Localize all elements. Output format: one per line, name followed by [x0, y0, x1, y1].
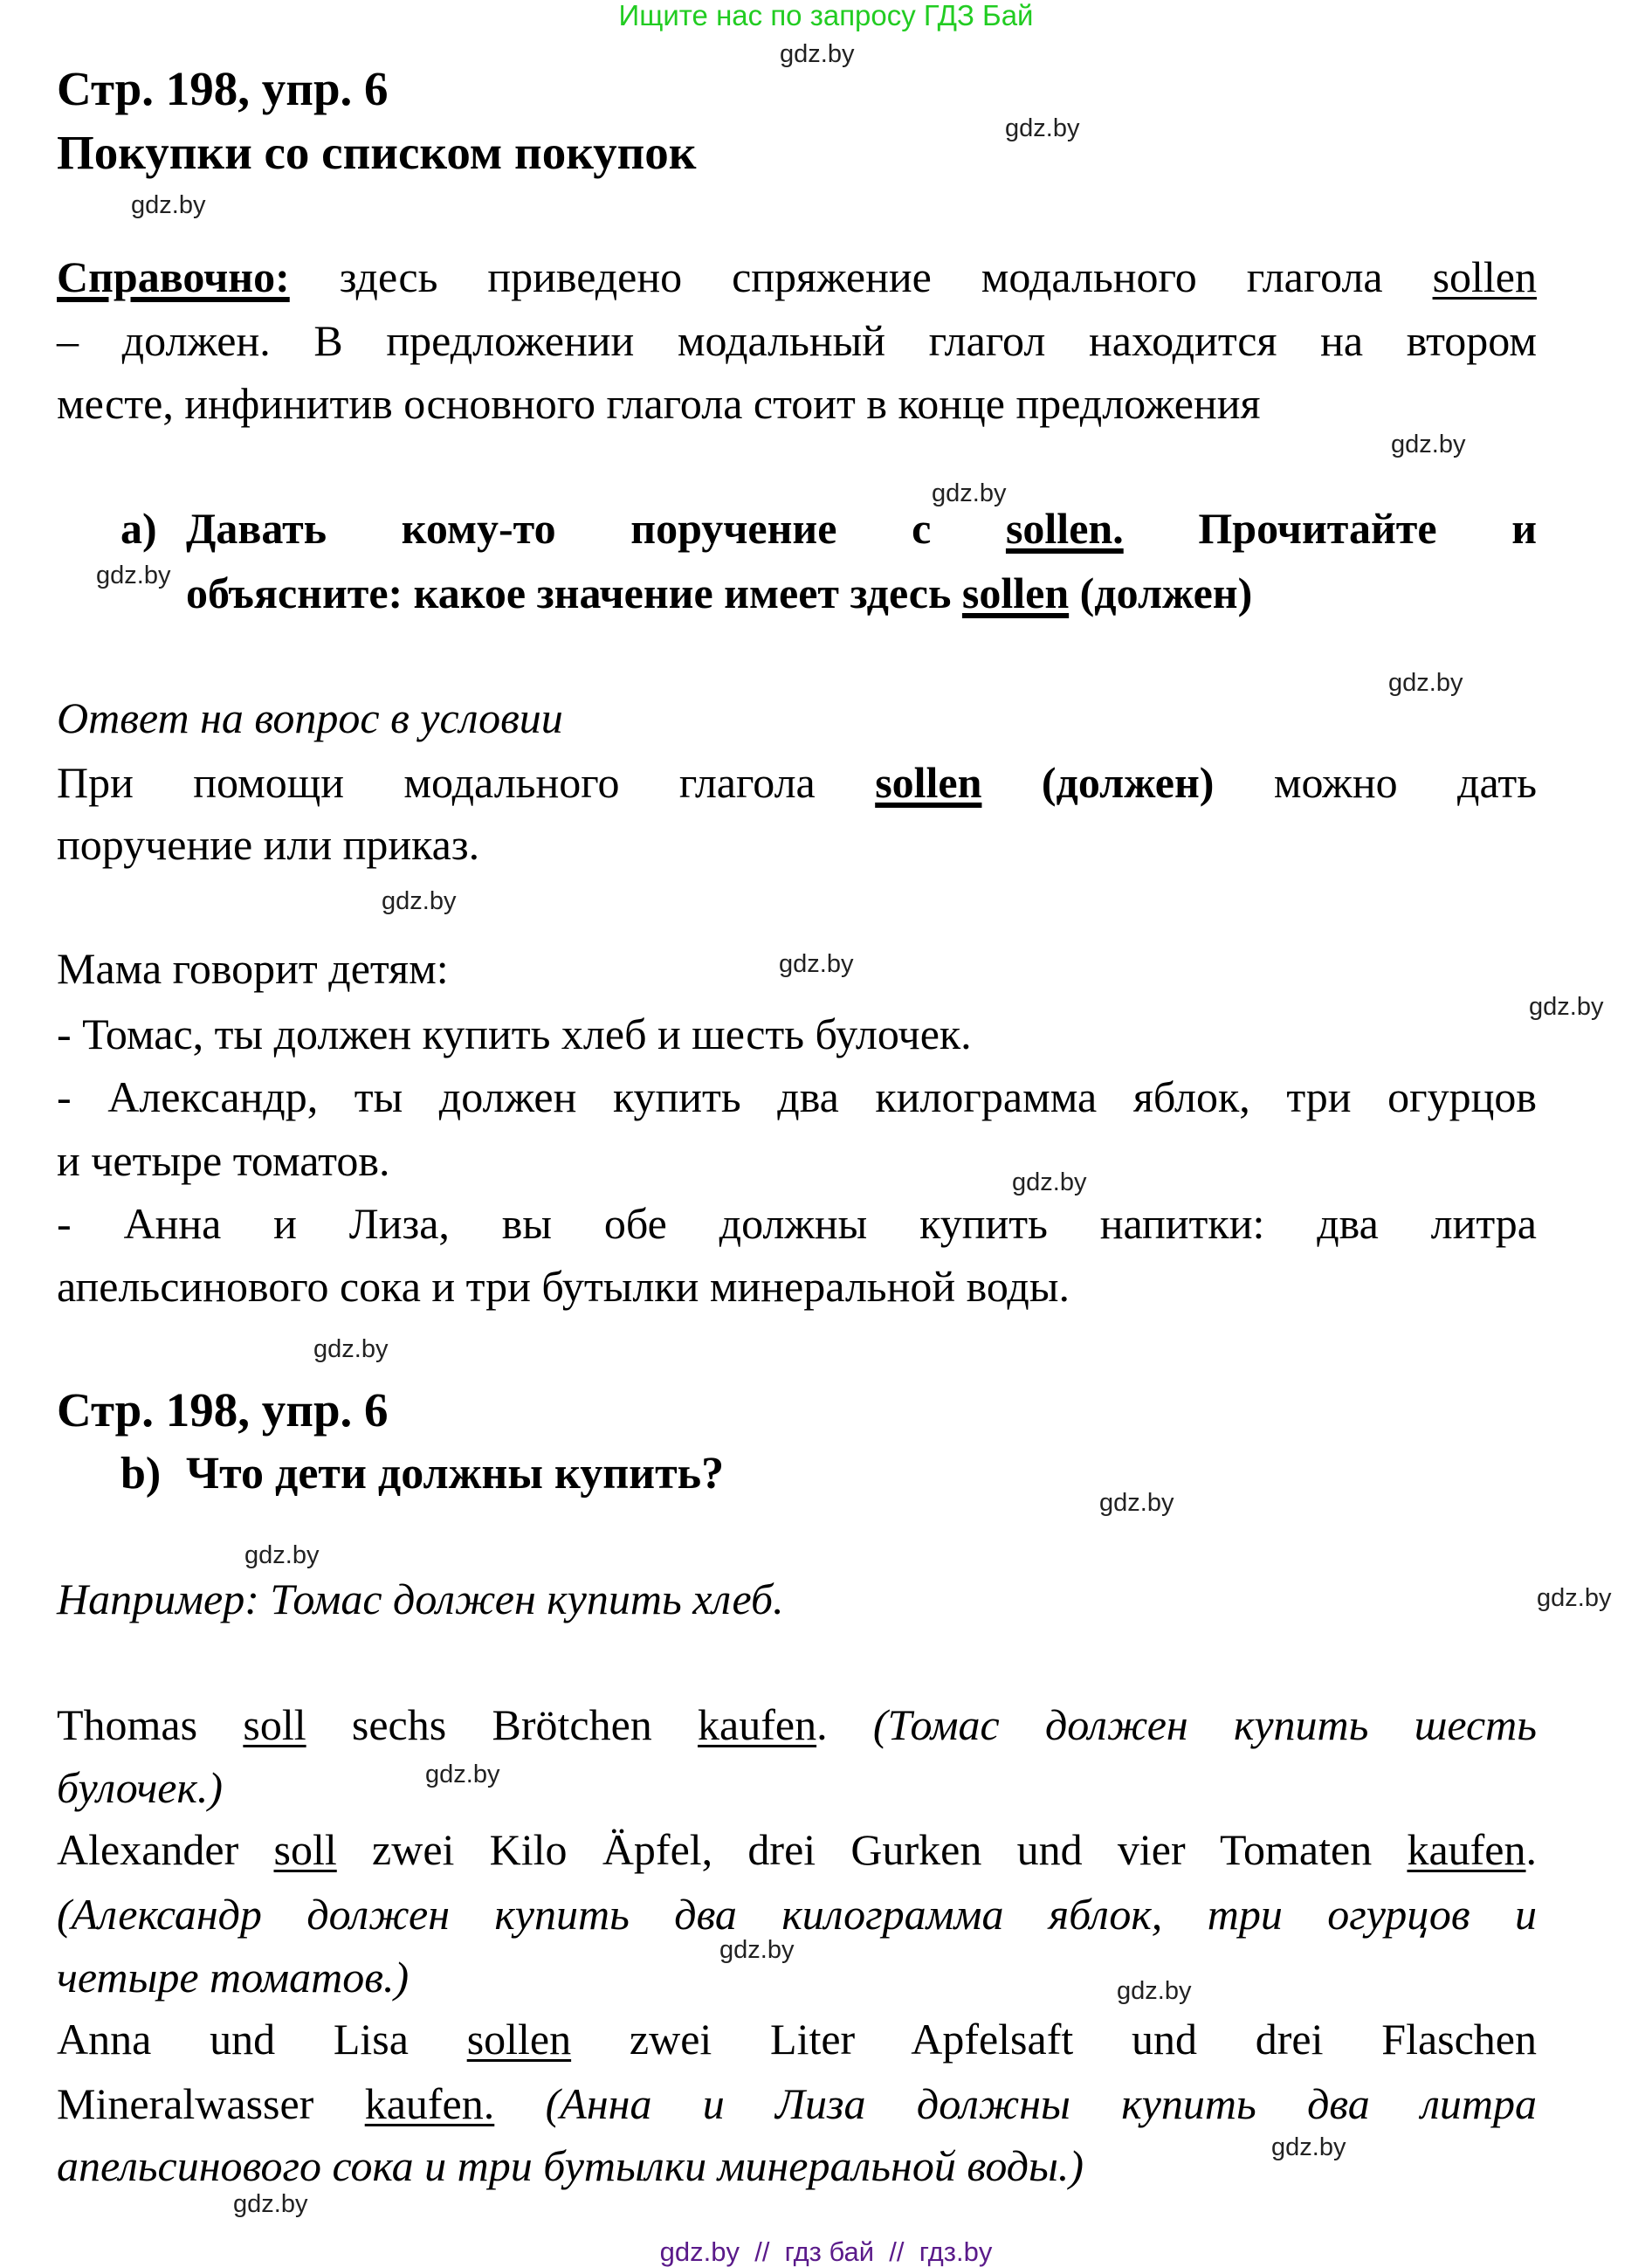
page-subheading: Покупки со списком покупок	[57, 126, 697, 179]
watermark: gdz.by	[932, 479, 1007, 507]
watermark: gdz.by	[382, 887, 457, 915]
sentence-2-translation: (Александр должен купить два килограмма яблок, три огурцов и	[57, 1890, 1537, 1939]
watermark: gdz.by	[244, 1541, 320, 1569]
dialogue-line: апельсинового сока и три бутылки минеральной воды.	[57, 1262, 1070, 1311]
keyword-sollen: sollen	[1432, 252, 1537, 301]
sentence-3: Anna und Lisa sollen zwei Liter Apfelsaft und drei Flaschen	[57, 2015, 1537, 2064]
watermark: gdz.by	[1391, 431, 1466, 458]
sentence-2: Alexander soll zwei Kilo Äpfel, drei Gurken und vier Tomaten kaufen.	[57, 1825, 1538, 1874]
watermark: gdz.by	[1529, 993, 1604, 1021]
task-b-marker: b)	[120, 1449, 162, 1499]
answer-line-2: поручение или приказ.	[57, 820, 480, 869]
watermark: gdz.by	[1537, 1584, 1612, 1612]
watermark: gdz.by	[780, 40, 855, 68]
sentence-1-translation: булочек.)	[57, 1763, 224, 1812]
reference-label: Справочно:	[57, 252, 290, 301]
watermark: gdz.by	[313, 1335, 389, 1363]
sentence-2-translation: четыре томатов.)	[57, 1953, 410, 2002]
dialogue-line: - Томас, ты должен купить хлеб и шесть булочек.	[57, 1009, 972, 1058]
search-banner: Ищите нас по запросу ГДЗ Бай	[618, 0, 1034, 31]
dialogue-line: - Анна и Лиза, вы обе должны купить напитки: два литра	[57, 1199, 1537, 1248]
watermark: gdz.by	[1271, 2133, 1346, 2161]
section-heading: Стр. 198, упр. 6	[57, 1383, 389, 1437]
page-heading: Стр. 198, упр. 6	[57, 62, 389, 115]
dialogue-line: и четыре томатов.	[57, 1136, 390, 1185]
watermark: gdz.by	[131, 191, 206, 219]
watermark: gdz.by	[1012, 1168, 1087, 1196]
watermark: gdz.by	[233, 2190, 308, 2218]
dialogue-intro: Мама говорит детям:	[57, 944, 449, 993]
reference-line-1: Справочно: здесь приведено спряжение модального глагола sollen	[57, 252, 1537, 301]
sentence-1: Thomas soll sechs Brötchen kaufen. (Томас должен купить шесть	[57, 1700, 1538, 1749]
sentence-3-line-2: Mineralwasser kaufen. (Анна и Лиза должны купить два литра	[57, 2079, 1538, 2128]
task-a-marker: a)	[120, 504, 157, 553]
keyword-sollen: sollen.	[1005, 504, 1124, 553]
watermark: gdz.by	[779, 950, 854, 978]
task-a-line-2: объясните: какое значение имеет здесь sollen (должен)	[186, 568, 1253, 617]
watermark: gdz.by	[1388, 669, 1463, 697]
example-text: Например: Томас должен купить хлеб.	[57, 1574, 784, 1623]
dialogue-line: - Александр, ты должен купить два килограмма яблок, три огурцов	[57, 1072, 1537, 1121]
watermark: gdz.by	[1099, 1489, 1174, 1517]
sentence-3-translation: апельсинового сока и три бутылки минеральной воды.)	[57, 2141, 1084, 2190]
watermark: gdz.by	[1005, 114, 1080, 142]
keyword-sollen: sollen	[961, 568, 1070, 617]
reference-line-3: месте, инфинитив основного глагола стоит в конце предложения	[57, 379, 1261, 428]
watermark: gdz.by	[96, 562, 171, 589]
answer-line-1: При помощи модального глагола sollen (должен) можно дать	[57, 758, 1538, 807]
footer-links: gdz.by // гдз бай // гдз.by	[659, 2236, 993, 2267]
answer-label: Ответ на вопрос в условии	[57, 693, 563, 742]
watermark: gdz.by	[719, 1936, 795, 1964]
task-a-line-1: Давать кому-то поручение с sollen. Прочитайте и	[186, 504, 1537, 553]
watermark: gdz.by	[425, 1761, 500, 1788]
reference-line-2: – должен. В предложении модальный глагол находится на втором	[57, 316, 1537, 365]
task-b-text: Что дети должны купить?	[186, 1449, 725, 1499]
watermark: gdz.by	[1117, 1977, 1192, 2005]
keyword-sollen: sollen	[875, 758, 982, 807]
